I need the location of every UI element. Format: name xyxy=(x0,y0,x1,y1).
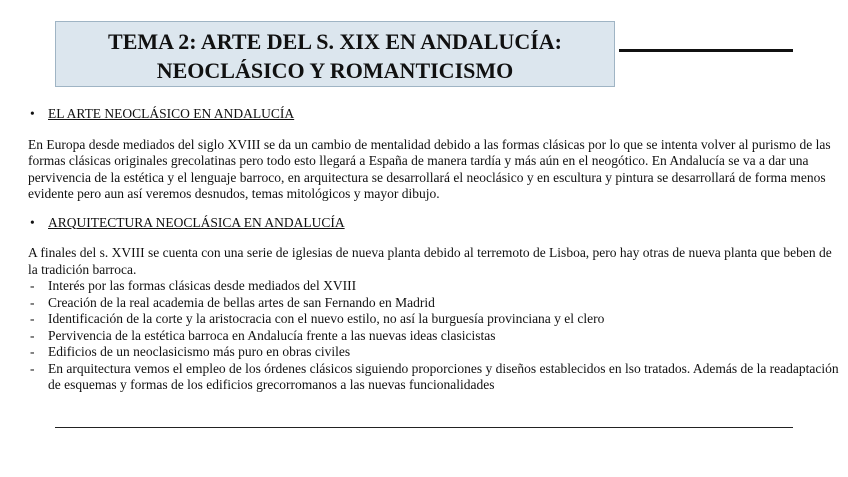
list-item xyxy=(28,278,840,295)
list-item xyxy=(28,361,840,394)
feature-list xyxy=(28,278,840,394)
list-item-text: Pervivencia de la estética barroca en Andalucía frente a las nuevas ideas clasicistas xyxy=(48,327,496,343)
dash-icon: - xyxy=(30,327,35,343)
paragraph-neoclassic-architecture: A finales del s. XVIII se cuenta con una serie de iglesias de nueva planta debido al terremoto de Lisboa, pero hay otras de nueva planta que beben de la tradición barroca. xyxy=(28,245,832,277)
bullet-icon: • xyxy=(30,106,35,121)
list-item xyxy=(28,311,840,328)
list-item-text: Creación de la real academia de bellas artes de san Fernando en Madrid xyxy=(48,294,435,310)
list-item xyxy=(28,344,840,361)
dash-icon: - xyxy=(30,344,35,359)
heading-text: ARQUITECTURA NEOCLÁSICA EN ANDALUCÍA xyxy=(48,214,345,230)
section-heading-neoclassic-architecture xyxy=(28,215,840,232)
list-item-text: Identificación de la corte y la aristocracia con el nuevo estilo, no así la burguesía provinciana y el clero xyxy=(48,311,605,326)
title-underline-rule xyxy=(619,49,793,52)
heading-text: EL ARTE NEOCLÁSICO EN ANDALUCÍA xyxy=(48,106,295,121)
paragraph-neoclassic-art: En Europa desde mediados del siglo XVIII se da un cambio de mentalidad debido a las formas clásicas por lo que se intenta volver al purismo de las formas clásicas originales grecolatinas pero todo esto llegará a España de manera tardía y más aún en el neogótico. En Andalucía se va a dar una pervivencia de la estética y el lenguaje barroco, en arquitectura se desarrollará el neoclásico y en escultura y pintura se desarrollará de forma menos evidente pero aun así veremos desnudos, temas mitológicos y mayor dibujo. xyxy=(28,136,831,201)
footer-divider xyxy=(55,427,793,428)
list-item-text: Edificios de un neoclasicismo más puro en obras civiles xyxy=(48,344,351,359)
list-item xyxy=(28,295,840,312)
dash-icon: - xyxy=(30,294,35,310)
document-body xyxy=(28,106,840,394)
list-item-text: Interés por las formas clásicas desde mediados del XVIII xyxy=(48,278,357,293)
dash-icon: - xyxy=(30,278,35,293)
bullet-icon: • xyxy=(30,214,35,230)
dash-icon: - xyxy=(30,311,35,326)
title-line-2: NEOCLÁSICO Y ROMANTICISMO xyxy=(156,58,514,83)
title-box xyxy=(55,21,615,87)
title-line-1: TEMA 2: ARTE DEL S. XIX EN ANDALUCÍA: xyxy=(108,29,562,54)
list-item-text: En arquitectura vemos el empleo de los órdenes clásicos siguiendo proporciones y diseños establecidos en lso tratados. Además de la readaptación de esquemas y formas de los edificios grecorromanos a las nuevas funcionalidades xyxy=(48,360,839,392)
section-heading-neoclassic-art xyxy=(28,106,840,123)
list-item xyxy=(28,328,840,345)
dash-icon: - xyxy=(30,360,35,376)
